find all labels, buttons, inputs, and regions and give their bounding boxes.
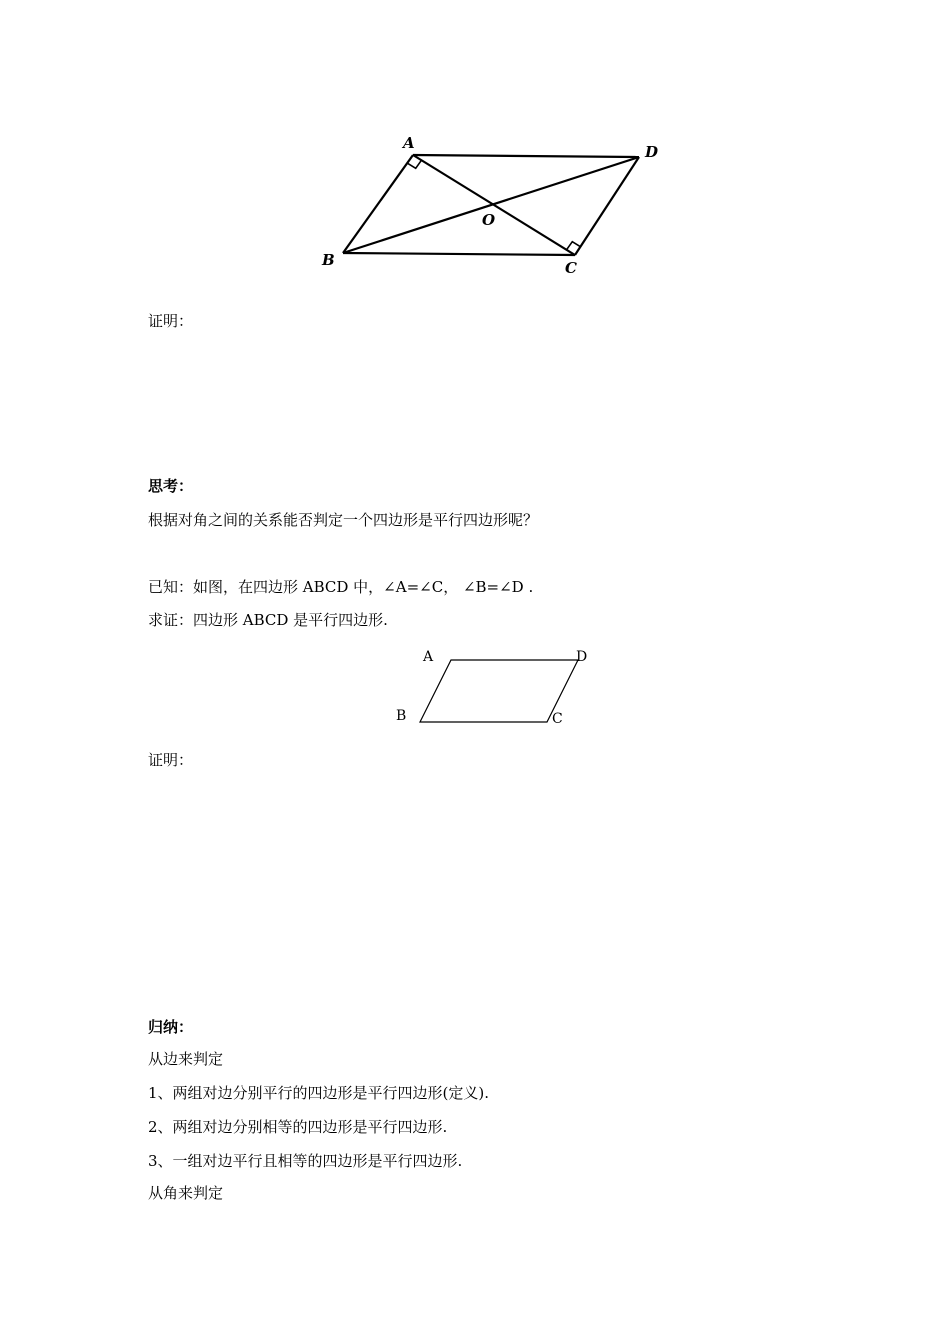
label-d2: D xyxy=(576,649,588,665)
label-c2: C xyxy=(552,711,563,727)
think-heading: 思考： xyxy=(148,477,194,495)
label-b: B xyxy=(322,251,335,269)
summary-angles-title: 从角来判定 xyxy=(148,1184,224,1202)
summary-heading: 归纳： xyxy=(148,1018,194,1036)
label-c: C xyxy=(565,259,577,277)
proof-label-2: 证明： xyxy=(148,751,194,769)
label-o: O xyxy=(482,211,496,229)
summary-item-1: 1、两组对边分别平行的四边形是平行四边形(定义). xyxy=(148,1084,490,1102)
given-statement: 已知：如图，在四边形 ABCD 中，∠A=∠C， ∠B=∠D . xyxy=(148,578,534,596)
label-b2: B xyxy=(396,708,407,724)
proof-label-1: 证明： xyxy=(148,312,194,330)
think-question: 根据对角之间的关系能否判定一个四边形是平行四边形呢？ xyxy=(148,511,539,529)
label-a: A xyxy=(403,134,415,152)
summary-item-2: 2、两组对边分别相等的四边形是平行四边形. xyxy=(148,1118,448,1136)
summary-sides-title: 从边来判定 xyxy=(148,1050,224,1068)
summary-item-3: 3、一组对边平行且相等的四边形是平行四边形. xyxy=(148,1152,463,1170)
label-a2: A xyxy=(423,649,434,665)
prove-statement: 求证：四边形 ABCD 是平行四边形. xyxy=(148,611,388,629)
label-d: D xyxy=(645,143,659,161)
